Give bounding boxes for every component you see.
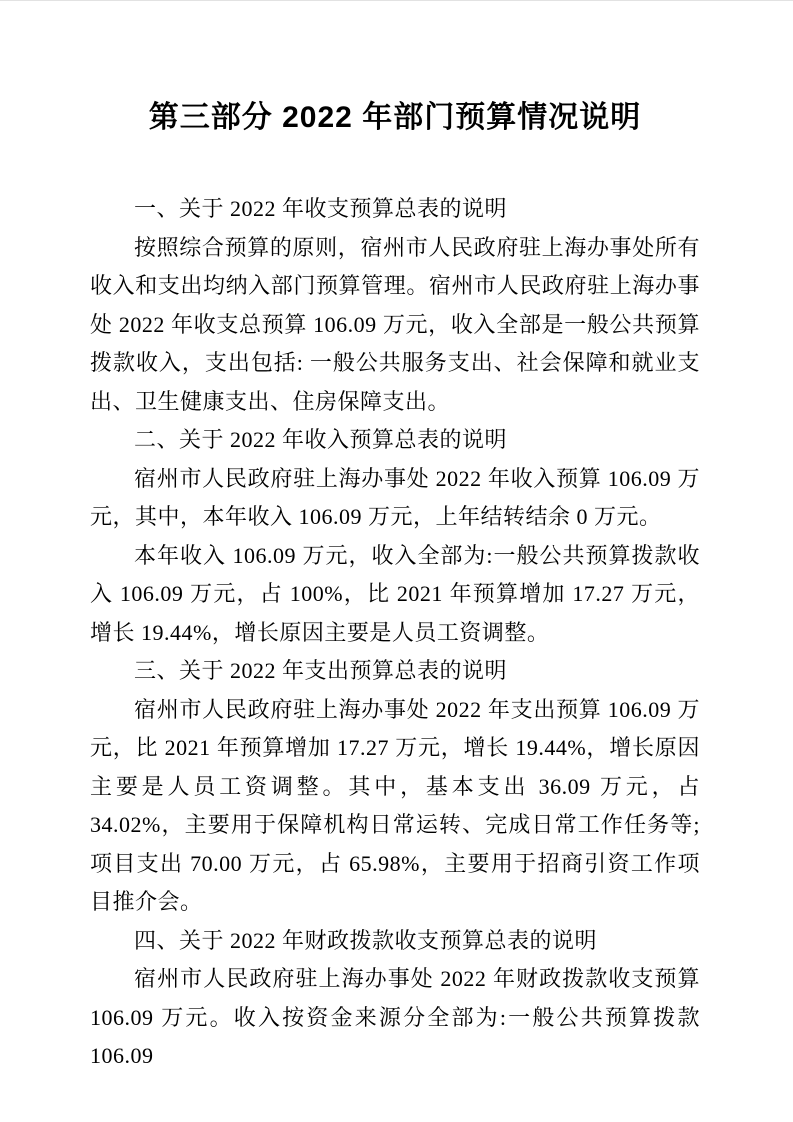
section-1-paragraph-1: 按照综合预算的原则，宿州市人民政府驻上海办事处所有收入和支出均纳入部门预算管理。宿州市人民政府驻上海办事处 2022 年收支总预算 106.09 万元，收入全部是一般公共预算拨款收入，支出包括: 一般公共服务支出、社会保障和就业支出、卫生健康支出、住房保障支出。 <box>90 234 700 414</box>
section-2-heading: 二、关于 2022 年收入预算总表的说明 <box>134 427 508 452</box>
document-body <box>90 190 700 1076</box>
section-2-paragraph-2: 本年收入 106.09 万元，收入全部为:一般公共预算拨款收入 106.09 万元，占 100%，比 2021 年预算增加 17.27 万元，增长 19.44%，增长原因主要是人员工资调整。 <box>90 542 700 645</box>
section-3-paragraph-1: 宿州市人民政府驻上海办事处 2022 年支出预算 106.09 万元，比 2021 年预算增加 17.27 万元，增长 19.44%，增长原因主要是人员工资调整。其中，基本支出 36.09 万元，占 34.02%，主要用于保障机构日常运转、完成日常工作任务等;项目支出 70.00 万元，占 65.98%，主要用于招商引资工作项目推介会。 <box>90 696 700 914</box>
section-fiscal-appropriation-budget <box>90 922 700 1076</box>
section-3-heading: 三、关于 2022 年支出预算总表的说明 <box>134 658 508 683</box>
section-2-paragraph-1: 宿州市人民政府驻上海办事处 2022 年收入预算 106.09 万元，其中，本年收入 106.09 万元，上年结转结余 0 万元。 <box>90 465 700 529</box>
section-expenditure-budget <box>90 652 700 922</box>
section-overall-budget <box>90 190 700 421</box>
section-1-heading: 一、关于 2022 年收支预算总表的说明 <box>134 196 508 221</box>
section-4-paragraph-1: 宿州市人民政府驻上海办事处 2022 年财政拨款收支预算 106.09 万元。收入按资金来源分全部为:一般公共预算拨款 106.09 <box>90 966 700 1068</box>
document-page <box>0 1 793 1122</box>
document-title: 第三部分 2022 年部门预算情况说明 <box>148 101 642 134</box>
section-income-budget <box>90 421 700 652</box>
section-4-heading: 四、关于 2022 年财政拨款收支预算总表的说明 <box>134 927 598 953</box>
